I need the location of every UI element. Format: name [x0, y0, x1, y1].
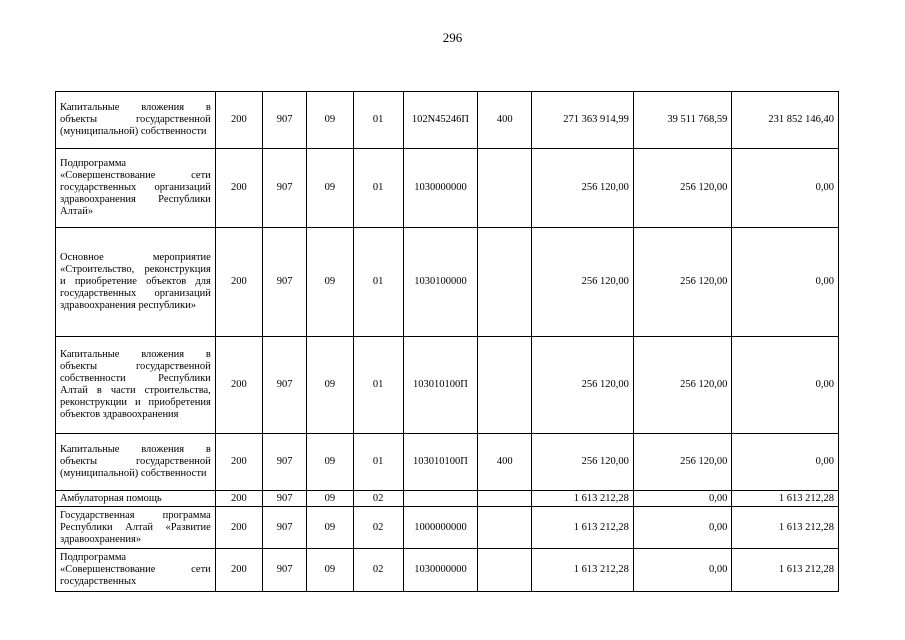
table-cell-name: Подпрограмма «Совершенствование сети государственных организаций здравоохранения Республики Алтай»: [56, 149, 216, 228]
table-cell-subsection: 01: [353, 337, 403, 434]
table-cell-admin-code: 200: [215, 149, 262, 228]
table-cell-section: 09: [307, 337, 353, 434]
table-cell-amount-regional: 1 613 212,28: [732, 491, 839, 507]
table-cell-subsection: 01: [353, 92, 403, 149]
table-cell-admin-code: 200: [215, 92, 262, 149]
table-cell-dept-code: 907: [263, 337, 307, 434]
budget-table: [55, 91, 839, 592]
table-cell-name: Капитальные вложения в объекты государственной собственности Республики Алтай в части строительства, реконструкции и приобретения объектов здравоохранения: [56, 337, 216, 434]
table-row: [56, 92, 839, 149]
table-cell-expense-type: [478, 337, 532, 434]
page-number: 296: [442, 30, 463, 45]
table-cell-subsection: 02: [353, 507, 403, 549]
table-cell-subsection: 01: [353, 149, 403, 228]
table-cell-expense-type: 400: [478, 434, 532, 491]
table-cell-amount-total: 1 613 212,28: [532, 491, 634, 507]
table-cell-admin-code: 200: [215, 434, 262, 491]
table-cell-name: Государственная программа Республики Алтай «Развитие здравоохранения»: [56, 507, 216, 549]
table-cell-dept-code: 907: [263, 507, 307, 549]
table-cell-expense-type: [478, 228, 532, 337]
table-cell-amount-federal: 256 120,00: [633, 149, 732, 228]
table-cell-expense-type: [478, 491, 532, 507]
table-cell-dept-code: 907: [263, 434, 307, 491]
table-row: [56, 549, 839, 592]
table-cell-amount-regional: 1 613 212,28: [732, 507, 839, 549]
table-cell-amount-total: 256 120,00: [532, 149, 634, 228]
table-cell-amount-federal: 256 120,00: [633, 228, 732, 337]
table-cell-admin-code: 200: [215, 228, 262, 337]
table-cell-target-code: 1000000000: [403, 507, 477, 549]
table-cell-section: 09: [307, 149, 353, 228]
table-cell-amount-federal: 0,00: [633, 507, 732, 549]
table-cell-target-code: 102N45246П: [403, 92, 477, 149]
table-cell-name: Амбулаторная помощь: [56, 491, 216, 507]
table-row: [56, 149, 839, 228]
table-cell-amount-total: 271 363 914,99: [532, 92, 634, 149]
table-cell-section: 09: [307, 491, 353, 507]
table-cell-target-code: 1030100000: [403, 228, 477, 337]
table-cell-amount-regional: 0,00: [732, 149, 839, 228]
table-cell-dept-code: 907: [263, 549, 307, 592]
table-row: [56, 491, 839, 507]
table-cell-amount-regional: 0,00: [732, 434, 839, 491]
table-cell-target-code: 103010100П: [403, 434, 477, 491]
table-cell-section: 09: [307, 92, 353, 149]
table-cell-target-code: 1030000000: [403, 149, 477, 228]
table-cell-expense-type: [478, 149, 532, 228]
table-cell-amount-federal: 256 120,00: [633, 337, 732, 434]
table-body: [56, 92, 839, 592]
table-cell-admin-code: 200: [215, 337, 262, 434]
table-cell-amount-federal: 39 511 768,59: [633, 92, 732, 149]
table-cell-amount-federal: 0,00: [633, 549, 732, 592]
table-cell-name: Капитальные вложения в объекты государственной (муниципальной) собственности: [56, 434, 216, 491]
table-cell-name: Капитальные вложения в объекты государственной (муниципальной) собственности: [56, 92, 216, 149]
table-cell-subsection: 01: [353, 228, 403, 337]
table-cell-name: Подпрограмма «Совершенствование сети государственных: [56, 549, 216, 592]
table-cell-dept-code: 907: [263, 228, 307, 337]
table-cell-subsection: 02: [353, 491, 403, 507]
table-cell-amount-regional: 1 613 212,28: [732, 549, 839, 592]
table-cell-amount-total: 1 613 212,28: [532, 549, 634, 592]
table-cell-section: 09: [307, 228, 353, 337]
table-cell-amount-regional: 231 852 146,40: [732, 92, 839, 149]
table-cell-amount-federal: 256 120,00: [633, 434, 732, 491]
table-cell-amount-federal: 0,00: [633, 491, 732, 507]
table-cell-amount-regional: 0,00: [732, 337, 839, 434]
table-cell-target-code: [403, 491, 477, 507]
table-cell-amount-total: 1 613 212,28: [532, 507, 634, 549]
table-row: [56, 337, 839, 434]
table-cell-expense-type: [478, 549, 532, 592]
table-row: [56, 434, 839, 491]
table-cell-section: 09: [307, 507, 353, 549]
table-cell-amount-total: 256 120,00: [532, 434, 634, 491]
table-cell-admin-code: 200: [215, 491, 262, 507]
table-cell-amount-regional: 0,00: [732, 228, 839, 337]
table-cell-expense-type: [478, 507, 532, 549]
table-cell-dept-code: 907: [263, 92, 307, 149]
table-cell-admin-code: 200: [215, 507, 262, 549]
table-cell-target-code: 1030000000: [403, 549, 477, 592]
table-row: [56, 507, 839, 549]
table-cell-expense-type: 400: [478, 92, 532, 149]
table-cell-amount-total: 256 120,00: [532, 228, 634, 337]
table-cell-amount-total: 256 120,00: [532, 337, 634, 434]
table-cell-section: 09: [307, 549, 353, 592]
table-cell-target-code: 103010100П: [403, 337, 477, 434]
table-cell-section: 09: [307, 434, 353, 491]
table-row: [56, 228, 839, 337]
table-cell-name: Основное мероприятие «Строительство, реконструкция и приобретение объектов для государственных организаций здравоохранения республики»: [56, 228, 216, 337]
table-cell-subsection: 02: [353, 549, 403, 592]
table-cell-subsection: 01: [353, 434, 403, 491]
table-cell-dept-code: 907: [263, 491, 307, 507]
table-cell-dept-code: 907: [263, 149, 307, 228]
table-cell-admin-code: 200: [215, 549, 262, 592]
